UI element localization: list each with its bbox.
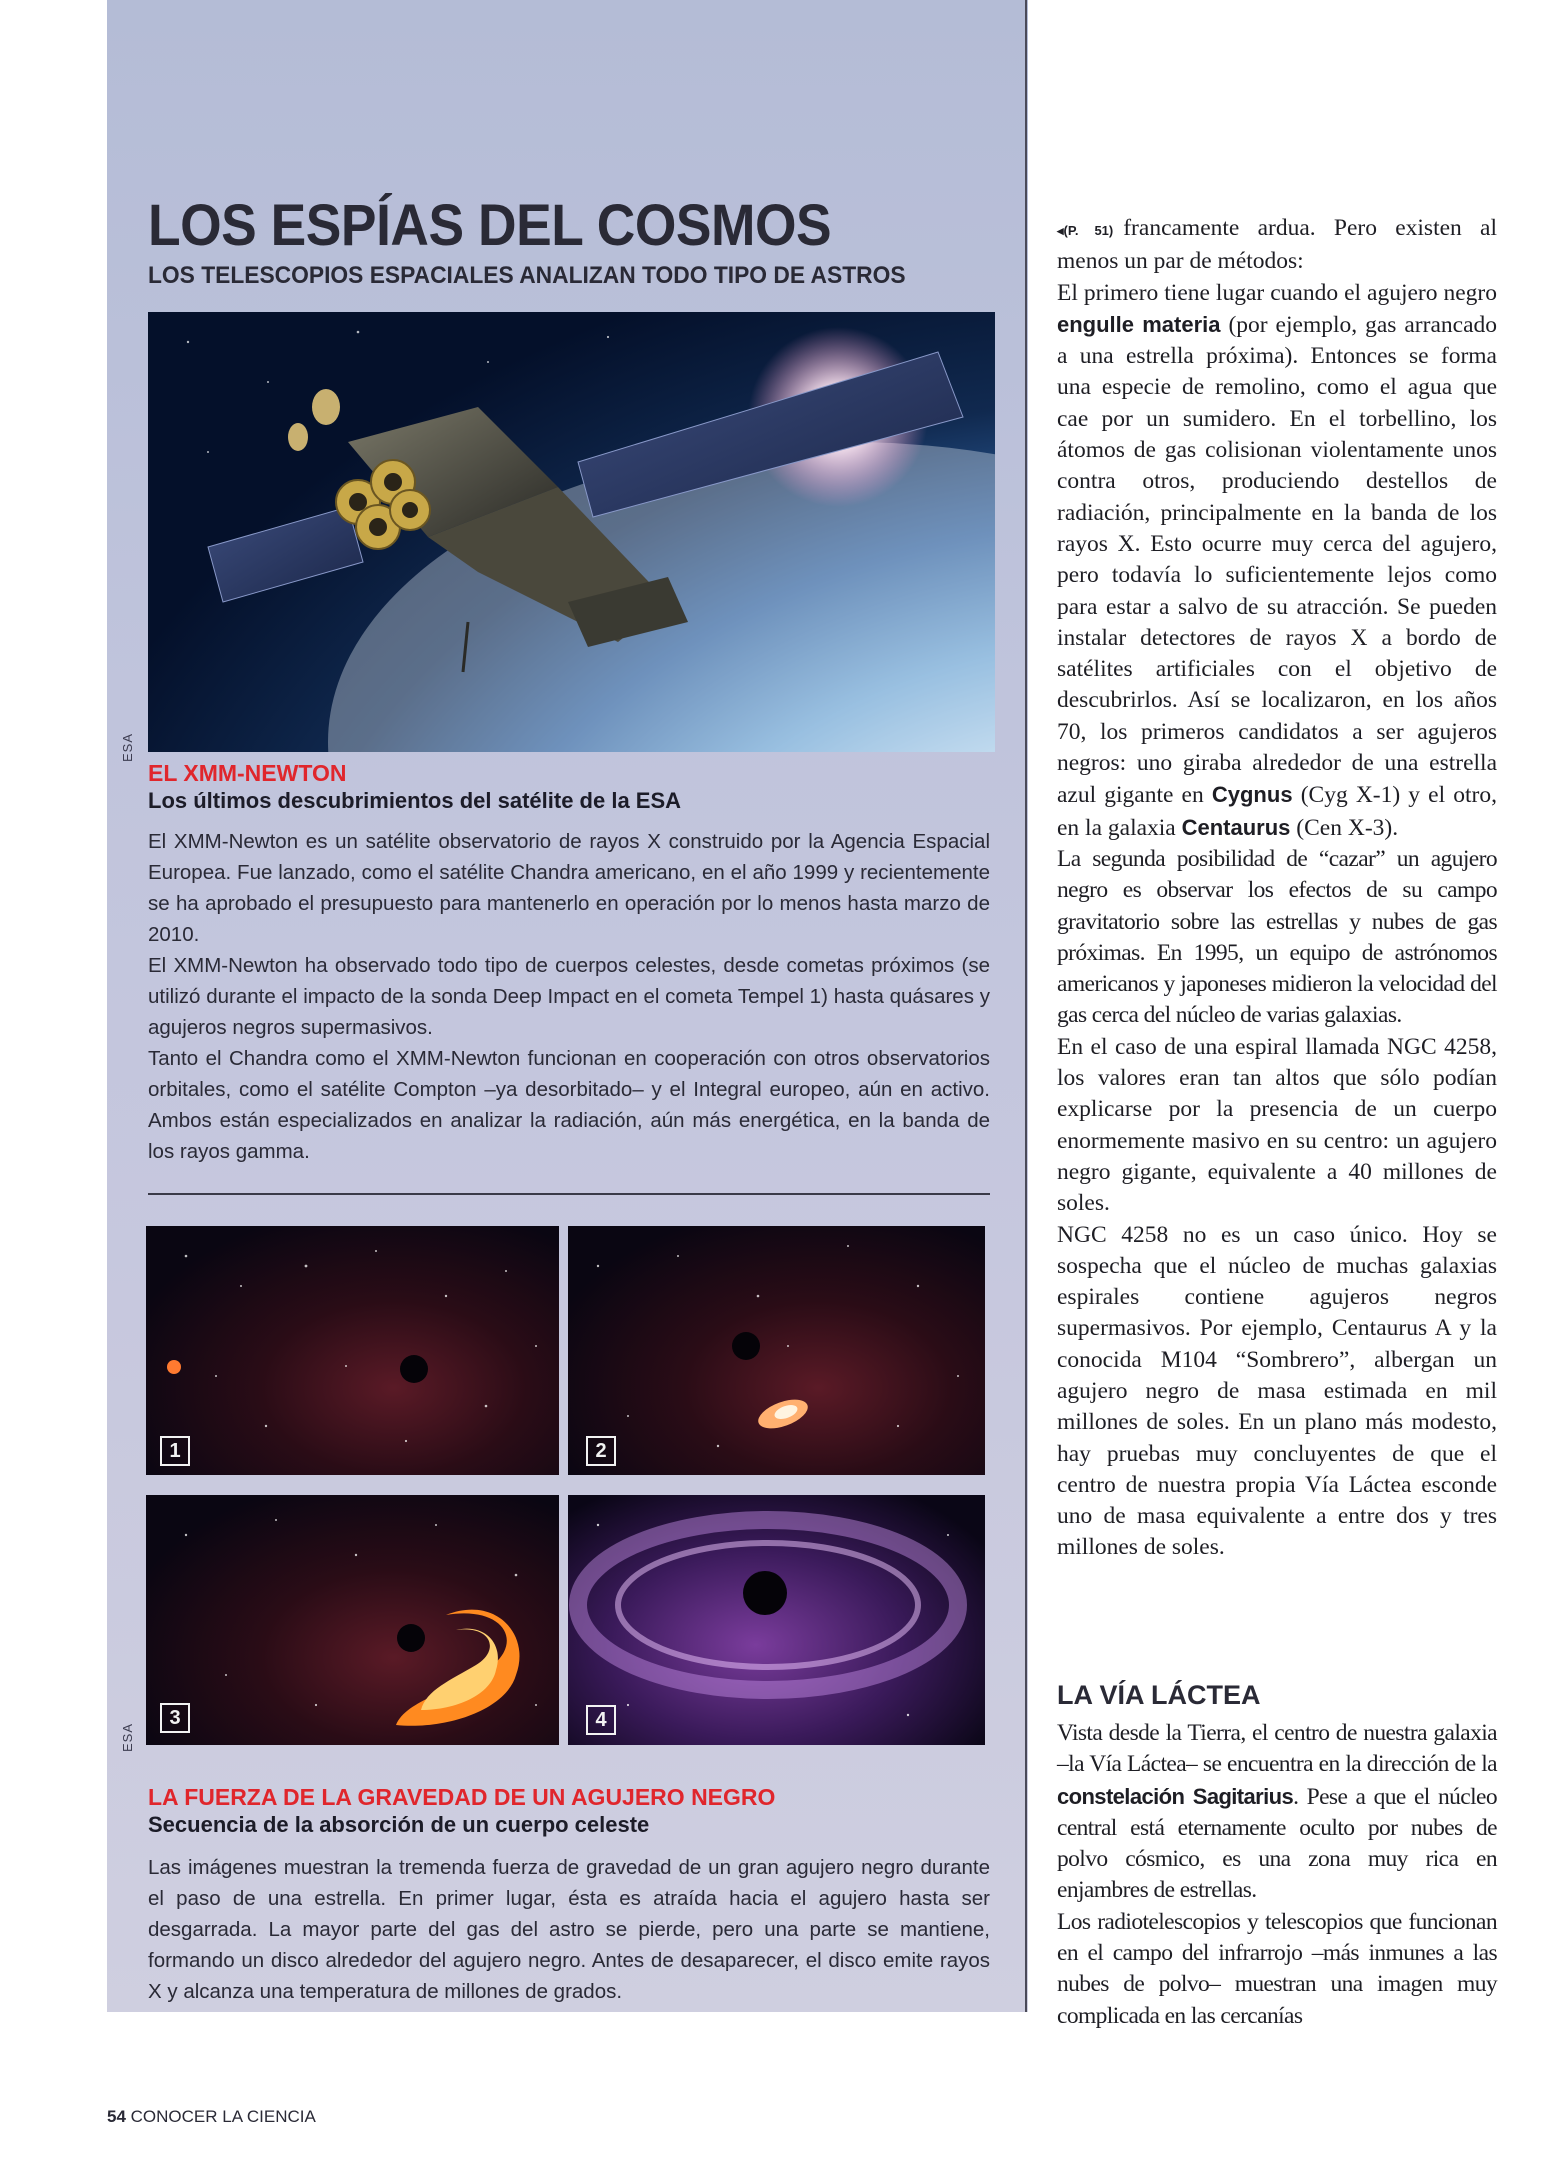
section-subhead: LA VÍA LÁCTEA [1057,1680,1261,1710]
main-column-top [1057,213,1497,1564]
sequence-panel-1 [146,1226,559,1475]
bold-term: Centaurus [1181,814,1291,840]
text-run: (Cyg X-1) y el otro, en la galaxia [1057,782,1497,841]
column-rule [1025,0,1027,2012]
paragraph [1057,1718,1497,1907]
paragraph: Las imágenes muestran la tremenda fuerza de gravedad de un gran agujero negro durante el paso de una estrella. En primer lugar, ésta es atraída hacia el agujero hasta ser desgarrada. La mayor parte del gas del astro se pierde, pero una parte se mantiene, formando un disco alrededor del agujero negro. Antes de desaparecer, el disco emite rayos X y alcanza una temperatura de millones de grados. [148,1856,990,2003]
box-label: EL XMM-NEWTON [148,760,347,786]
text-run: El primero tiene lugar cuando el agujero negro [1057,279,1497,306]
star-field-illustration [146,1226,559,1475]
sequence-panel-4 [568,1495,985,1745]
page-footer [107,2107,316,2127]
text-run: (por ejemplo, gas arrancado a una estrella próxima). Entonces se forma una especie de remolino, como el agua que cae por un sumidero. En el torbellino, los átomos de gas colisionan violentamente unos contra otros, produciendo destellos de radiación, principalmente en la banda de los rayos X. Esto ocurre muy cerca del agujero, pero todavía lo suficientemente lejos como para estar a salvo de su atracción. Se pueden instalar detectores de rayos X a bordo de satélites artificiales con el objetivo de descubrirlos. Así se localizaron, en los años 70, los primeros candidatos a ser agujeros negros: uno giraba alrededor de una estrella azul gigante en [1057,311,1497,809]
paragraph: El XMM-Newton es un satélite observatorio de rayos X construido por la Agencia Espacial Europea. Fue lanzado, como el satélite Chandra americano, en el año 1999 y recientemente se ha aprobado el presupuesto para mantenerlo en operación por lo menos hasta marzo de 2010. [148,830,990,946]
box-heading: Secuencia de la absorción de un cuerpo celeste [148,1812,650,1837]
divider [148,1193,990,1195]
sequence-panel-3 [146,1495,559,1745]
text-run: . Pese a que el núcleo central está eternamente oculto por nubes de polvo cósmico, es una zona muy rica en enjambres de estrellas. [1057,1783,1497,1904]
box-body [148,1852,990,2007]
box-heading: Los últimos descubrimientos del satélite de la ESA [148,788,682,813]
bold-term: constelación Sagitarius [1057,1783,1294,1809]
panel-number: 3 [160,1703,190,1733]
text-run: (Cen X-3). [1290,814,1399,841]
satellite-illustration [148,312,995,752]
paragraph: Los radiotelescopios y telescopios que funcionan en el campo del infrarrojo –más inmunes a las nubes de polvo– muestran una imagen muy complicada en las cercanías [1057,1908,1497,2029]
paragraph: NGC 4258 no es un caso único. Hoy se sospecha que el núcleo de muchas galaxias espirales contiene agujeros negros supermasivos. Por ejemplo, Centaurus A y la conocida M104 “Sombrero”, albergan un agujero negro de masa estimada en mil millones de soles. En un plano más modesto, hay pruebas muy concluyentes de que el centro de nuestra propia Vía Láctea esconde uno de masa equivalente a entre dos y tres millones de soles. [1057,1221,1497,1561]
panel-number: 4 [586,1705,616,1735]
accretion-disk-illustration [568,1495,985,1745]
panel-number: 2 [586,1436,616,1466]
satellite-photo [148,312,995,752]
text-run: Vista desde la Tierra, el centro de nuestra galaxia –la Vía Láctea– se encuentra en la dirección de la [1057,1720,1497,1778]
page-reference: ◂(P. 51) [1057,223,1114,238]
star-field-illustration [568,1226,985,1475]
article-title: LOS ESPÍAS DEL COSMOS [148,193,832,258]
photo-credit: ESA [120,1722,135,1752]
main-column-bottom [1057,1718,1497,2032]
article-subtitle: LOS TELESCOPIOS ESPACIALES ANALIZAN TODO TIPO DE ASTROS [148,262,906,289]
photo-credit: ESA [120,732,135,762]
sequence-panel-2 [568,1226,985,1475]
text-run: francamente ardua. Pero existen al menos un par de métodos: [1057,215,1497,275]
magazine-name: CONOCER LA CIENCIA [130,2107,316,2126]
paragraph: La segunda posibilidad de “cazar” un agujero negro es observar los efectos de su campo gravitatorio sobre las estrellas y nubes de gas próximas. En 1995, un equipo de astrónomos americanos y japoneses midieron la velocidad del gas cerca del núcleo de varias galaxias. [1057,845,1497,1029]
panel-number: 1 [160,1436,190,1466]
star-field-illustration [146,1495,559,1745]
paragraph [1057,278,1497,844]
bold-term: Cygnus [1211,782,1293,808]
page-number: 54 [107,2107,126,2126]
paragraph: Tanto el Chandra como el XMM-Newton funcionan en cooperación con otros observatorios orbitales, como el satélite Compton –ya desorbitado– y el Integral europeo, aún en activo. Ambos están especializados en analizar la radiación, aún más energética, en la banda de los rayos gamma. [148,1047,990,1163]
box-body [148,826,990,1167]
bold-term: engulle materia [1057,311,1221,337]
paragraph [1057,213,1497,278]
paragraph: El XMM-Newton ha observado todo tipo de cuerpos celestes, desde cometas próximos (se utilizó durante el impacto de la sonda Deep Impact en el cometa Tempel 1) hasta quásares y agujeros negros supermasivos. [148,954,990,1039]
paragraph: En el caso de una espiral llamada NGC 4258, los valores eran tan altos que sólo podían explicarse por la presencia de un cuerpo enormemente masivo en su centro: un agujero negro gigante, equivalente a 40 millones de soles. [1057,1033,1497,1217]
box-label: LA FUERZA DE LA GRAVEDAD DE UN AGUJERO NEGRO [148,1784,776,1810]
